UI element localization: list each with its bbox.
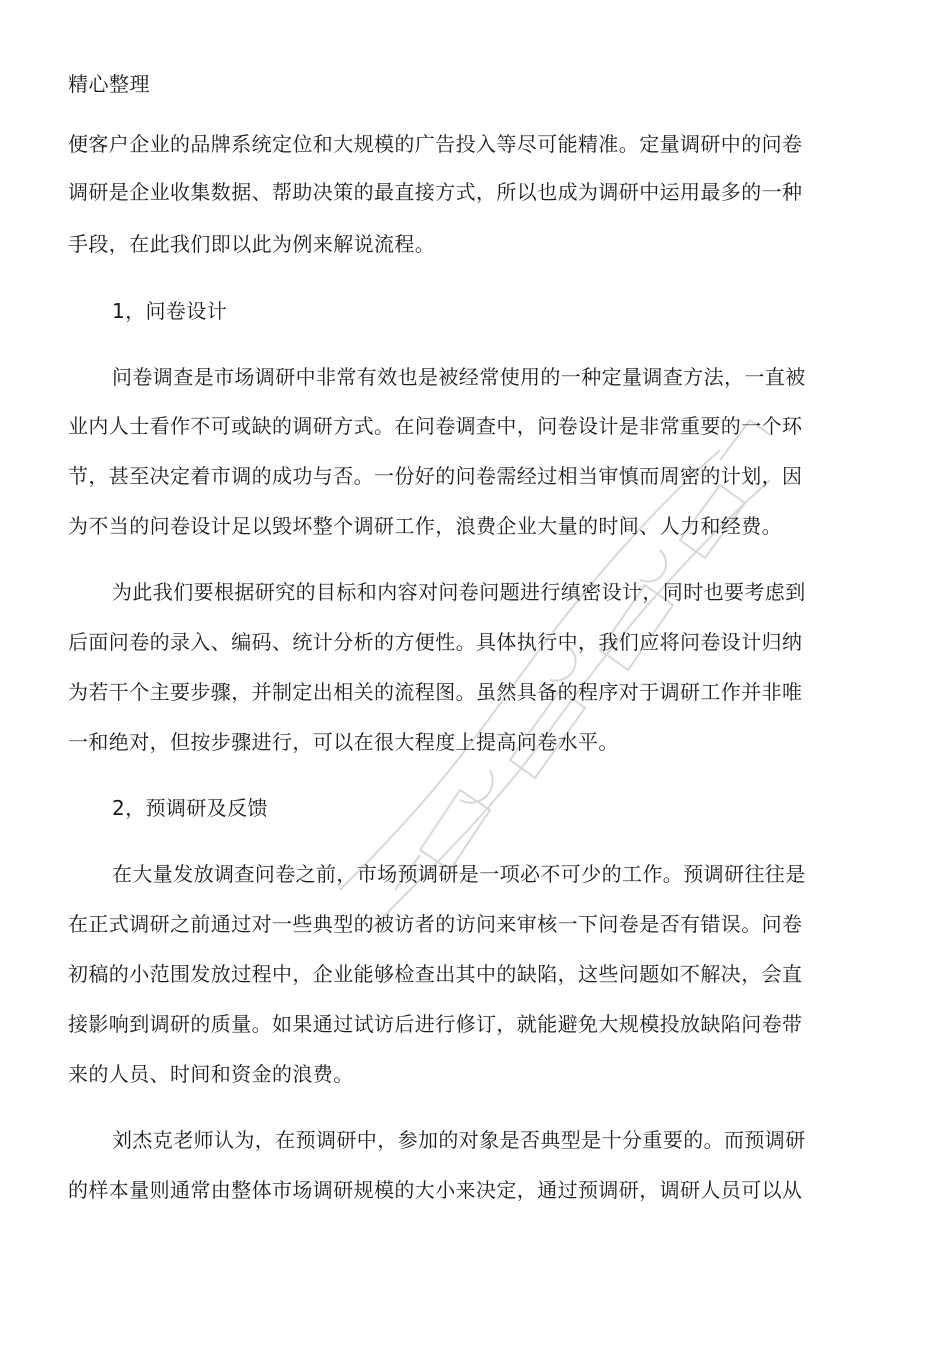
section-heading-1: 1，问卷设计 <box>112 299 228 323</box>
text-line-5: 问卷调查是市场调研中非常有效也是被经常使用的一种定量调查方法，一直被 <box>112 365 806 389</box>
text-line-11: 为若干个主要步骤，并制定出相关的流程图。虽然具备的程序对于调研工作并非唯 <box>68 680 803 704</box>
text-line-3: 手段，在此我们即以此为例来解说流程。 <box>68 232 436 256</box>
text-line-14: 在大量发放调查问卷之前，市场预调研是一项必不可少的工作。预调研往往是 <box>112 862 806 886</box>
text-line-2: 调研是企业收集数据、帮助决策的最直接方式，所以也成为调研中运用最多的一种 <box>68 180 803 204</box>
text-line-10: 后面问卷的录入、编码、统计分析的方便性。具体执行中，我们应将问卷设计归纳 <box>68 630 803 654</box>
page-header: 精心整理 <box>68 72 150 96</box>
text-line-8: 为不当的问卷设计足以毁坏整个调研工作，浪费企业大量的时间、人力和经费。 <box>68 514 782 538</box>
text-line-17: 接影响到调研的质量。如果通过试访后进行修订，就能避免大规模投放缺陷问卷带 <box>68 1012 803 1036</box>
text-line-20: 的样本量则通常由整体市场调研规模的大小来决定，通过预调研，调研人员可以从 <box>68 1178 803 1202</box>
text-line-15: 在正式调研之前通过对一些典型的被访者的访问来审核一下问卷是否有错误。问卷 <box>68 912 803 936</box>
text-line-18: 来的人员、时间和资金的浪费。 <box>68 1062 354 1086</box>
text-line-6: 业内人士看作不可或缺的调研方式。在问卷调查中，问卷设计是非常重要的一个环 <box>68 414 803 438</box>
section-heading-2: 2，预调研及反馈 <box>112 796 268 820</box>
text-line-9: 为此我们要根据研究的目标和内容对问卷问题进行缜密设计，同时也要考虑到 <box>112 580 806 604</box>
text-line-19: 刘杰克老师认为，在预调研中，参加的对象是否典型是十分重要的。而预调研 <box>112 1128 806 1152</box>
text-line-1: 便客户企业的品牌系统定位和大规模的广告投入等尽可能精准。定量调研中的问卷 <box>68 132 803 156</box>
text-line-16: 初稿的小范围发放过程中，企业能够检查出其中的缺陷，这些问题如不解决，会直 <box>68 962 803 986</box>
text-line-12: 一和绝对，但按步骤进行，可以在很大程度上提高问卷水平。 <box>68 730 619 754</box>
text-line-7: 节，甚至决定着市调的成功与否。一份好的问卷需经过相当审慎而周密的计划，因 <box>68 464 803 488</box>
